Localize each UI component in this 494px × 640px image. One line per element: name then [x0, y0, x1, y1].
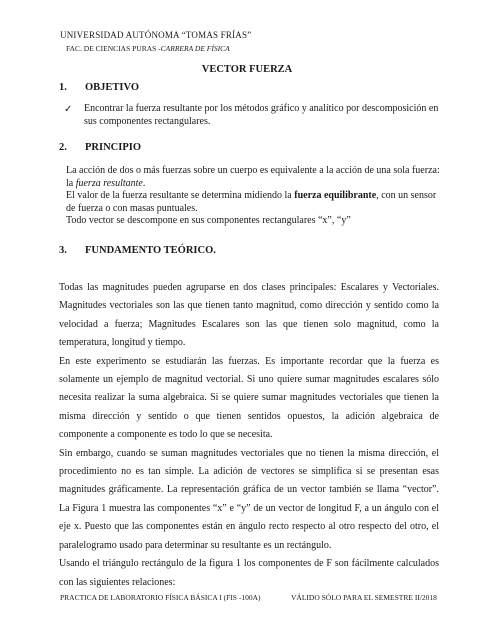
- footer-validity: VÁLIDO SÓLO PARA EL SEMESTRE II/2018: [291, 593, 437, 602]
- principio-paragraph-1: [66, 165, 444, 190]
- fundamento-paragraph: Sin embargo, cuando se suman magnitudes vectoriales que no tienen la misma dirección, el procedimiento no es tan simple. La adición de vectores se simplifica si se presentan esas magnitudes gráficamente. La representación gráfica de un vector también se llama “vector”. La Figura 1 muestra las componentes “x” e “y” de un vector de longitud F, a un ángulo con el eje x. Puesto que las componentes están en ángulo recto respecto al otro respecto del otro, el paralelogramo usado para determinar su resultante es un rectángulo.: [59, 447, 439, 551]
- university-name: UNIVERSIDAD AUTÓNOMA “TOMAS FRÍAS”: [60, 30, 252, 40]
- section-heading-fundamento: [59, 245, 216, 256]
- section-heading-principio: [59, 142, 141, 153]
- principio-body: [66, 165, 444, 228]
- section-title: PRINCIPIO: [85, 142, 142, 153]
- fundamento-body: [59, 279, 439, 592]
- section-title: OBJETIVO: [85, 82, 140, 93]
- fundamento-paragraph: Todas las magnitudes pueden agruparse en dos clases principales: Escalares y Vectoriales. Magnitudes vectoriales son las que tienen tanto magnitud, como dirección y sentido como la velocidad a fuerza; Magnitudes Escalares son las que tienen solo magnitud, como la temperatura, longitud y tiempo.: [59, 282, 439, 349]
- bold-term: fuerza equilibrante: [294, 190, 377, 201]
- section-number: 3.: [59, 245, 67, 256]
- check-mark-icon: ✓: [64, 104, 73, 115]
- principio-paragraph-3: Todo vector se descompone en sus componentes rectangulares “x”, “y”: [66, 215, 351, 226]
- document-title: VECTOR FUERZA: [201, 64, 293, 75]
- section-title: FUNDAMENTO TEÓRICO.: [85, 245, 216, 256]
- fundamento-paragraph: En este experimento se estudiarán las fuerzas. Es importante recordar que la fuerza es solamente un ejemplo de magnitud vectorial. Si uno quiere sumar magnitudes escalares sólo necesita realizar la suma algebraica. Si se quiere sumar magnitudes vectoriales que tienen la misma dirección y sentido o que tienen sentidos opuestos, la adición algebraica de componente a componente es todo lo que se necesita.: [59, 355, 439, 441]
- career-name: CARRERA DE FÍSICA: [160, 44, 230, 53]
- text-run: , con un sensor de fuerza o con masas puntuales.: [66, 190, 437, 214]
- section-number: 1.: [59, 82, 67, 93]
- fundamento-paragraph: Usando el triángulo rectángulo de la figura 1 los componentes de F son fácilmente calculados con las siguientes relaciones:: [59, 558, 439, 588]
- text-run: .: [142, 177, 146, 189]
- principio-paragraph-2: [66, 190, 444, 215]
- faculty-line: [66, 44, 230, 53]
- footer-course: PRACTICA DE LABORATORIO FÍSICA BÁSICA I (FIS -100A): [60, 593, 261, 602]
- faculty-name: FAC. DE CIENCIAS PURAS -: [66, 44, 161, 53]
- section-number: 2.: [59, 142, 67, 153]
- italic-term: fuerza resultante: [75, 177, 143, 189]
- text-run: El valor de la fuerza resultante se determina midiendo la: [66, 190, 292, 201]
- text-run: La acción de dos o más fuerzas sobre un cuerpo es equivalente a la acción de una sola fuerza: la: [66, 165, 440, 189]
- objective-bullet-text: Encontrar la fuerza resultante por los métodos gráfico y analítico por descomposición en sus componentes rectangulares.: [84, 103, 439, 127]
- section-heading-objetivo: [59, 82, 139, 93]
